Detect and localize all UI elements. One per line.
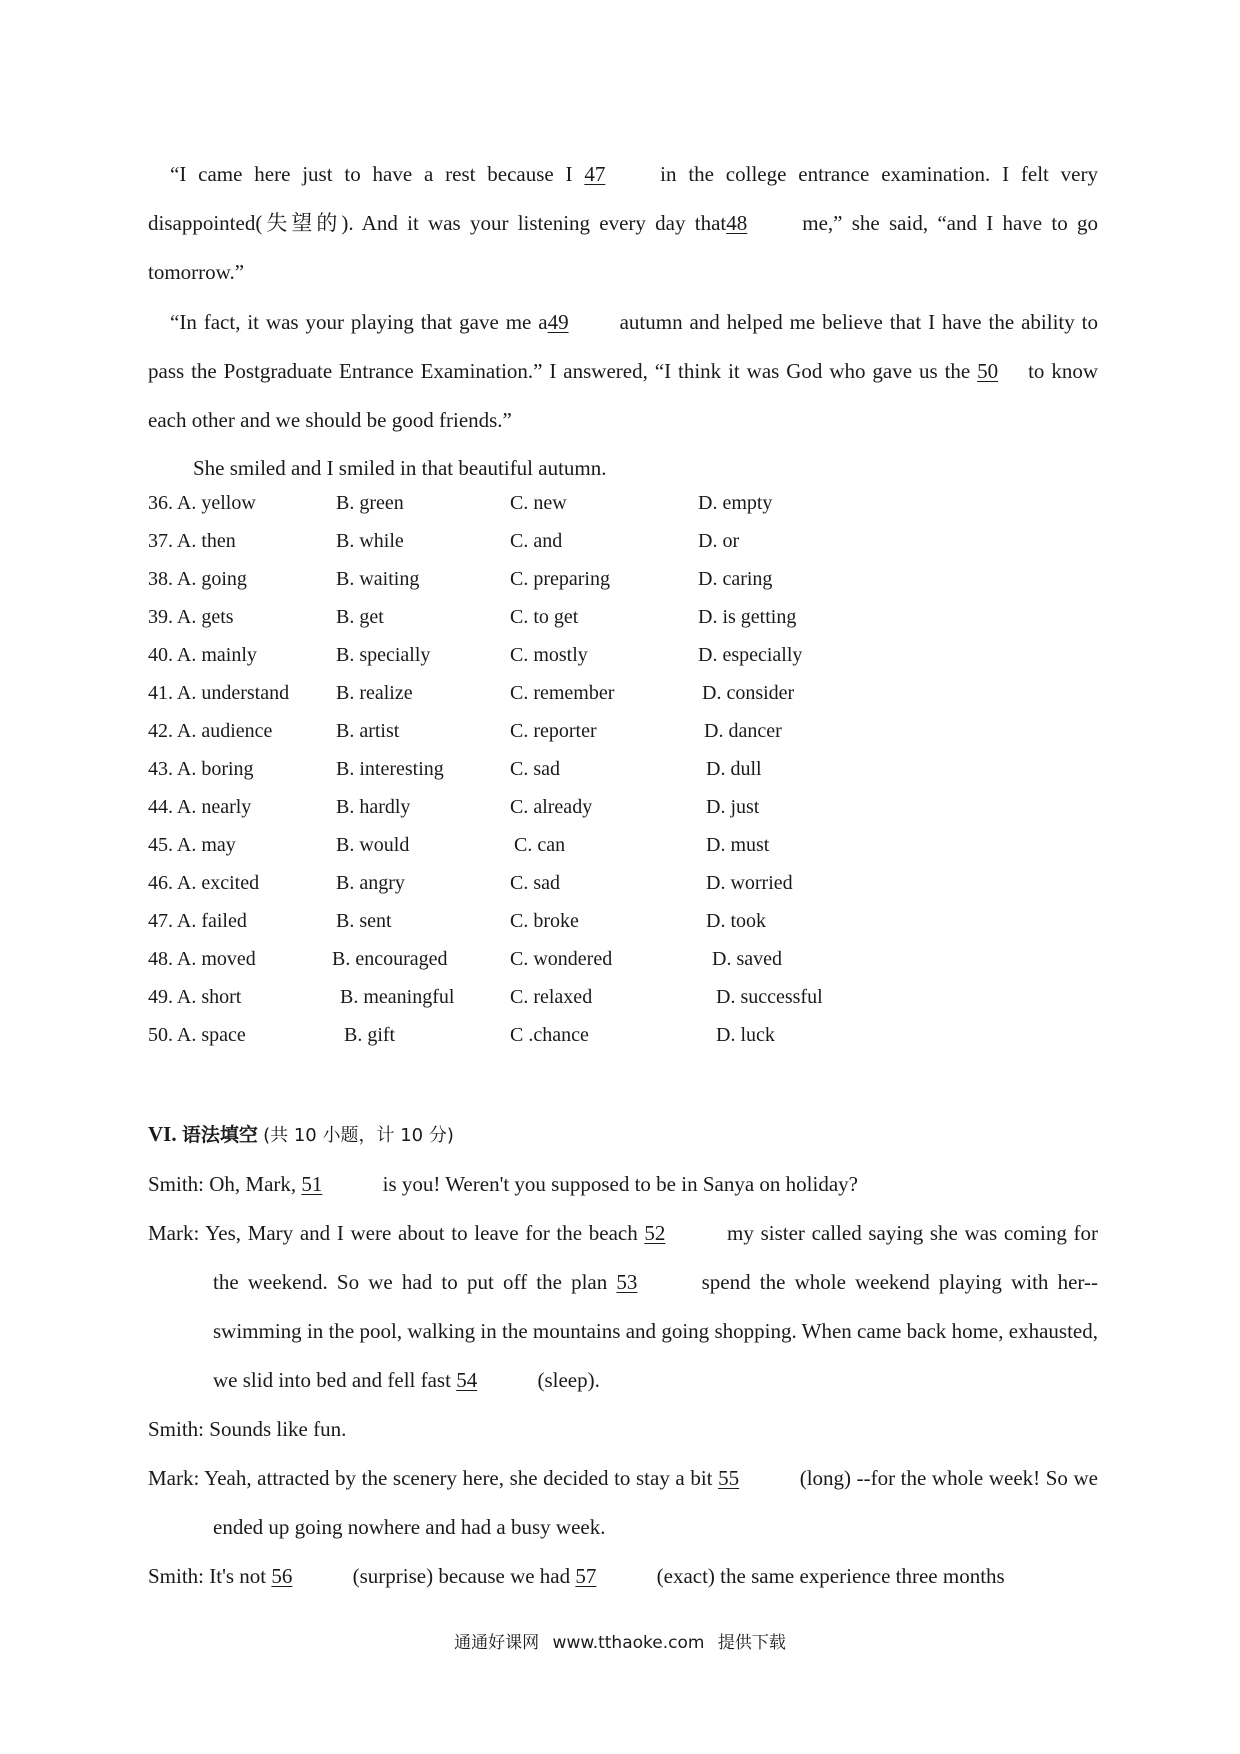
blank-47: 47 — [584, 162, 606, 186]
blank-54: 54 — [456, 1368, 478, 1392]
blank-48: 48 — [726, 211, 748, 235]
option-c: C. wondered — [510, 948, 613, 970]
option-b: B. would — [336, 834, 410, 856]
text-segment: me,” she said, “and I have to go tomorrow.” — [148, 211, 1098, 284]
dialog-turn-mark-1 — [148, 1209, 1098, 1405]
text-segment: (surprise) because we had — [347, 1564, 576, 1588]
blank-53: 53 — [616, 1270, 638, 1294]
text-segment: autumn and helped me believe that I have the ability to pass the Postgraduate Entrance Examination.” I answered, “I think it was God who gave us the — [148, 310, 1098, 383]
option-c: C. new — [510, 492, 567, 514]
text-segment: Smith: Sounds like fun. — [148, 1417, 347, 1441]
option-a: 48. A. moved — [148, 948, 256, 970]
text-segment: (sleep). — [532, 1368, 600, 1392]
option-d: D. empty — [698, 492, 773, 514]
option-row-46 — [148, 864, 1048, 902]
option-row-48 — [148, 940, 1048, 978]
footer-site-name: 通通好课网 — [454, 1633, 540, 1653]
blank-57: 57 — [575, 1564, 597, 1588]
option-c: C. remember — [510, 682, 615, 704]
option-b: B. angry — [336, 872, 405, 894]
option-b: B. hardly — [336, 796, 411, 818]
option-row-45 — [148, 826, 1048, 864]
section-title: 语法填空 — [181, 1124, 258, 1146]
option-d: D. is getting — [698, 606, 797, 628]
option-c: C. already — [510, 796, 593, 818]
option-row-47 — [148, 902, 1048, 940]
blank-52: 52 — [644, 1221, 666, 1245]
text-segment: spend the whole weekend playing with her--swimming in the pool, walking in the mountains and going shopping. When came back home, exhausted, we slid into bed and fell fast — [213, 1270, 1098, 1392]
option-a: 41. A. understand — [148, 682, 290, 704]
option-a: 47. A. failed — [148, 910, 247, 932]
page-footer — [0, 1628, 1240, 1653]
option-a: 44. A. nearly — [148, 796, 252, 818]
dialog-turn-smith-2 — [148, 1405, 1098, 1454]
option-b: B. meaningful — [340, 986, 455, 1008]
option-c: C. broke — [510, 910, 579, 932]
option-a: 49. A. short — [148, 986, 242, 1008]
option-d: D. luck — [716, 1024, 775, 1046]
section-score: (共 10 小题，计 10 分) — [263, 1125, 454, 1146]
option-d: D. took — [706, 910, 766, 932]
option-c: C. relaxed — [510, 986, 593, 1008]
option-row-39 — [148, 598, 1048, 636]
option-c: C. to get — [510, 606, 579, 628]
text-segment: “I came here just to have a rest because I — [170, 162, 585, 186]
option-d: D. just — [706, 796, 760, 818]
blank-51: 51 — [301, 1172, 323, 1196]
dialog-turn-smith-3 — [148, 1552, 1098, 1601]
option-d: D. saved — [712, 948, 782, 970]
dialog-turn-mark-2 — [148, 1454, 1098, 1552]
option-a: 50. A. space — [148, 1024, 246, 1046]
option-a: 42. A. audience — [148, 720, 273, 742]
option-b: B. while — [336, 530, 404, 552]
option-c: C. preparing — [510, 568, 610, 590]
option-d: D. successful — [716, 986, 823, 1008]
footer-url-link[interactable]: www.tthaoke.com — [552, 1633, 705, 1653]
option-row-44 — [148, 788, 1048, 826]
option-c: C. mostly — [510, 644, 588, 666]
option-row-49 — [148, 978, 1048, 1016]
option-d: D. or — [698, 530, 740, 552]
blank-50: 50 — [977, 359, 999, 383]
passage-paragraph-1 — [148, 150, 1098, 297]
section-number: VI. — [148, 1122, 177, 1146]
option-row-42 — [148, 712, 1048, 750]
option-b: B. realize — [336, 682, 413, 704]
footer-download-text: 提供下载 — [717, 1633, 786, 1653]
text-segment: Mark: Yes, Mary and I were about to leave for the beach — [148, 1221, 645, 1245]
option-d: D. caring — [698, 568, 773, 590]
option-a: 40. A. mainly — [148, 644, 257, 666]
option-b: B. interesting — [336, 758, 444, 780]
option-b: B. waiting — [336, 568, 420, 590]
option-d: D. worried — [706, 872, 793, 894]
option-row-36 — [148, 484, 1048, 522]
option-row-38 — [148, 560, 1048, 598]
option-c: C .chance — [510, 1024, 589, 1046]
text-segment: my sister called saying she was coming for the weekend. So we had to put off the plan — [213, 1221, 1099, 1294]
option-b: B. get — [336, 606, 384, 628]
option-d: D. especially — [698, 644, 803, 666]
option-b: B. green — [336, 492, 404, 514]
text-segment: “In fact, it was your playing that gave me a — [170, 310, 548, 334]
passage-closing-line: She smiled and I smiled in that beautiful autumn. — [193, 456, 607, 480]
option-d: D. dull — [706, 758, 762, 780]
blank-56: 56 — [271, 1564, 293, 1588]
blank-49: 49 — [547, 310, 569, 334]
option-a: 43. A. boring — [148, 758, 254, 780]
text-segment: Smith: It's not — [148, 1564, 272, 1588]
option-row-43 — [148, 750, 1048, 788]
option-a: 46. A. excited — [148, 872, 260, 894]
option-b: B. encouraged — [332, 948, 448, 970]
option-b: B. sent — [336, 910, 392, 932]
grammar-dialog — [148, 1160, 1098, 1601]
option-a: 36. A. yellow — [148, 492, 256, 514]
option-c: C. sad — [510, 758, 560, 780]
option-a: 39. A. gets — [148, 606, 234, 628]
option-d: D. dancer — [704, 720, 782, 742]
option-c: C. can — [514, 834, 566, 856]
option-b: B. gift — [344, 1024, 396, 1046]
option-c: C. and — [510, 530, 563, 552]
option-b: B. artist — [336, 720, 400, 742]
section-heading — [148, 1114, 454, 1156]
option-row-37 — [148, 522, 1048, 560]
option-a: 45. A. may — [148, 834, 236, 856]
option-row-40 — [148, 636, 1048, 674]
text-segment: to know each other and we should be good friends.” — [148, 359, 1098, 432]
answer-options — [148, 484, 1048, 1054]
option-c: C. sad — [510, 872, 560, 894]
option-c: C. reporter — [510, 720, 597, 742]
option-a: 37. A. then — [148, 530, 236, 552]
text-segment: is you! Weren't you supposed to be in Sanya on holiday? — [377, 1172, 858, 1196]
blank-55: 55 — [718, 1466, 740, 1490]
option-row-50 — [148, 1016, 1048, 1054]
option-d: D. consider — [702, 682, 795, 704]
dialog-turn-smith-1 — [148, 1160, 1098, 1209]
text-segment: Mark: Yeah, attracted by the scenery here, she decided to stay a bit — [148, 1466, 719, 1490]
option-row-41 — [148, 674, 1048, 712]
text-segment: (long) --for the whole week! So we ended up going nowhere and had a busy week. — [213, 1466, 1098, 1539]
passage-paragraph-2 — [148, 298, 1098, 445]
option-d: D. must — [706, 834, 770, 856]
text-segment: Smith: Oh, Mark, — [148, 1172, 302, 1196]
option-b: B. specially — [336, 644, 431, 666]
text-segment: (exact) the same experience three months — [651, 1564, 1005, 1588]
option-a: 38. A. going — [148, 568, 247, 590]
text-segment: in the college entrance examination. I felt very disappointed(失望的). And it was your listening every day that — [148, 162, 1098, 235]
